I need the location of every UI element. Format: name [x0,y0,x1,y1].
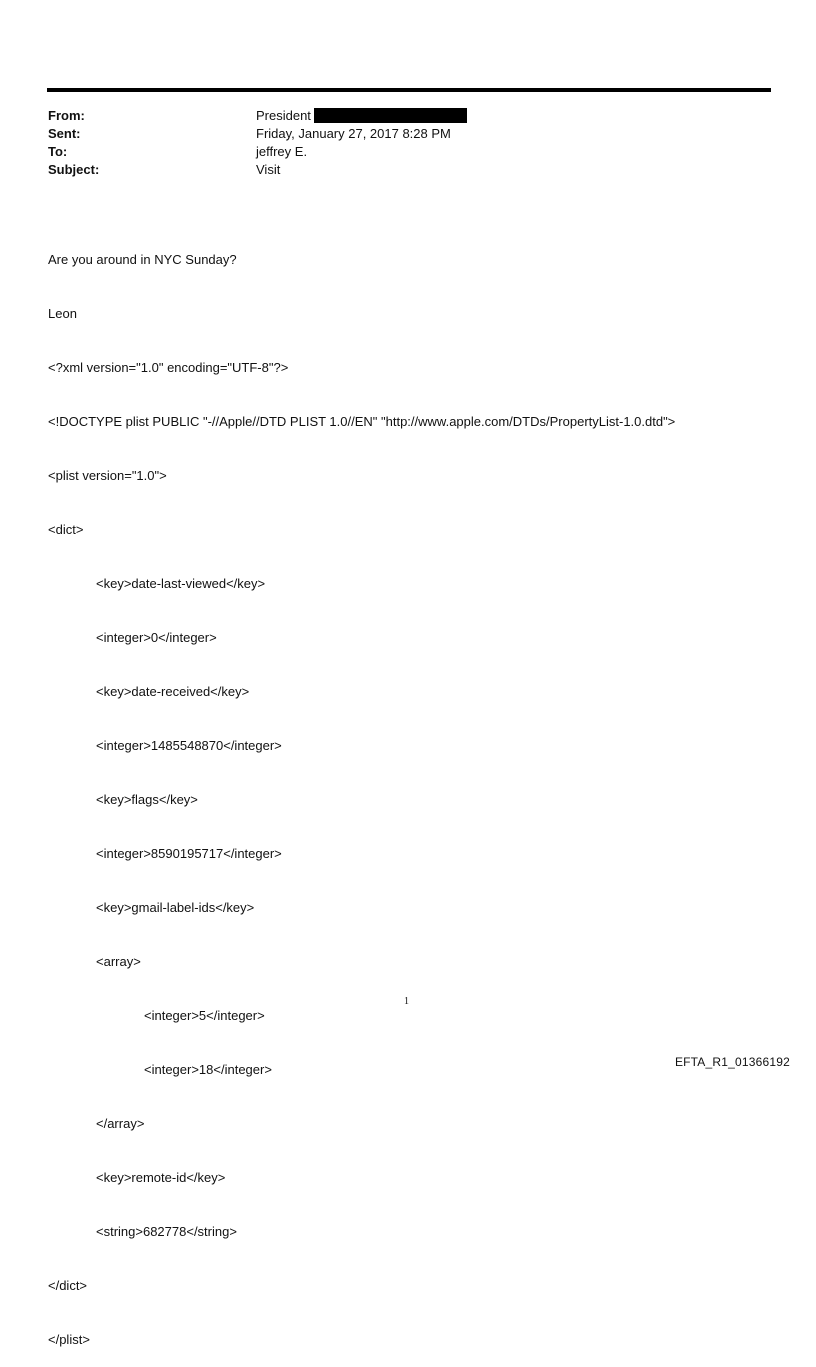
array-item-line: <integer>18</integer> [144,1062,272,1077]
subject-row [48,161,467,179]
plist-close-line: </plist> [48,1332,90,1347]
redaction-box [314,108,467,123]
array-item-line: <integer>5</integer> [144,1008,265,1023]
xml-declaration-line: <?xml version="1.0" encoding="UTF-8"?> [48,360,289,375]
plist-key-line: <key>date-last-viewed</key> [96,576,266,591]
dict-open-line: <dict> [48,522,84,537]
plist-value-line: <integer>8590195717</integer> [96,846,282,861]
signature-line: Leon [48,306,77,321]
plist-value-line: <integer>1485548870</integer> [96,738,282,753]
to-label: To: [48,144,68,159]
plist-open-line: <plist version="1.0"> [48,468,167,483]
plist-key-line: <key>flags</key> [96,792,198,807]
plist-key-line: <key>date-received</key> [96,684,250,699]
body-line: Are you around in NYC Sunday? [48,252,237,267]
plist-value-line: <string>682778</string> [96,1224,237,1239]
page-number: 1 [404,996,409,1007]
document-id: EFTA_R1_01366192 [674,1055,790,1069]
sent-label: Sent: [48,126,81,141]
from-row [48,107,467,125]
email-header [48,107,467,179]
array-open-line: <array> [96,954,141,969]
to-row [48,143,467,161]
plist-value-line: <integer>0</integer> [96,630,217,645]
doctype-line: <!DOCTYPE plist PUBLIC "-//Apple//DTD PLIST 1.0//EN" "http://www.apple.com/DTDs/PropertyList-1.0.dtd"> [48,414,676,429]
plist-key-line: <key>gmail-label-ids</key> [96,900,255,915]
sent-row [48,125,467,143]
from-name: President [256,108,311,123]
email-body [48,215,675,1367]
subject-value: Visit [256,162,281,177]
from-value [256,107,467,125]
from-label: From: [48,108,85,123]
subject-label: Subject: [48,162,100,177]
plist-key-line: <key>remote-id</key> [96,1170,226,1185]
dict-close-line: </dict> [48,1278,88,1293]
sent-value: Friday, January 27, 2017 8:28 PM [256,126,451,141]
to-value: jeffrey E. [256,144,308,159]
header-divider-rule [47,88,771,92]
array-close-line: </array> [96,1116,145,1131]
